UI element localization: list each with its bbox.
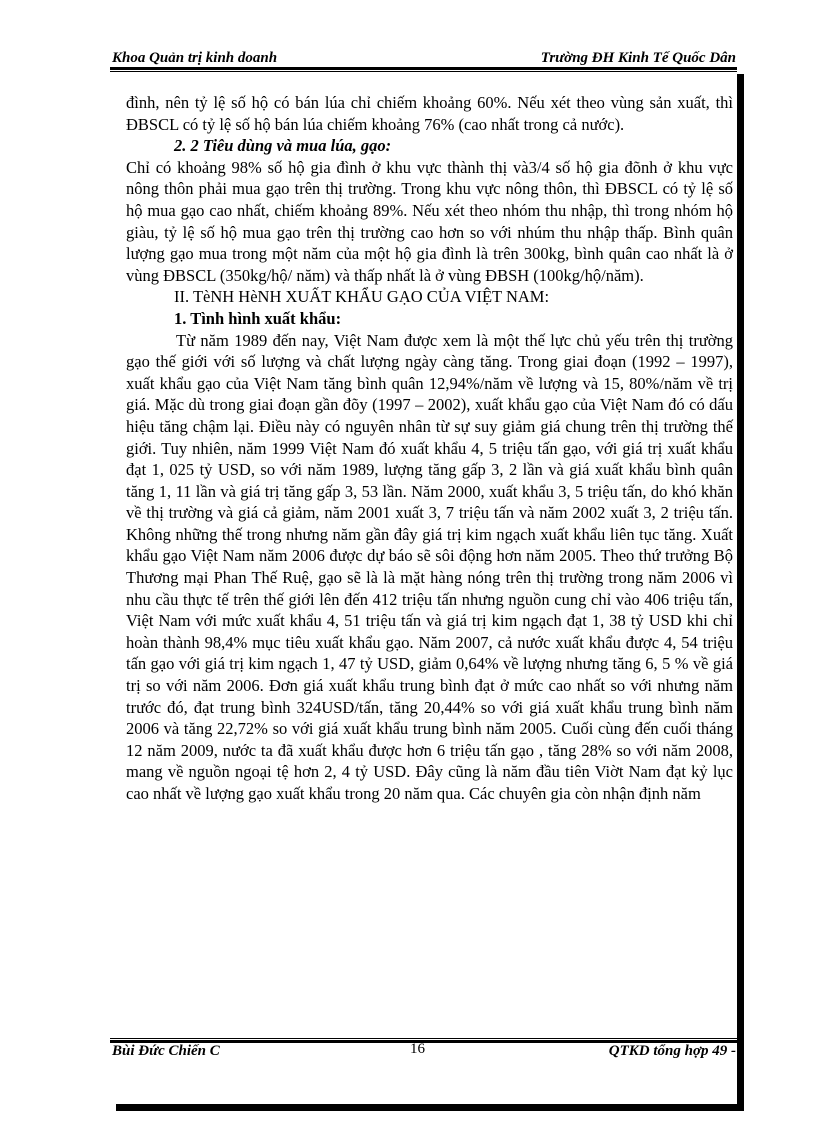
footer-author: Bùi Đức Chiến C bbox=[112, 1043, 220, 1059]
page-shadow-bottom bbox=[116, 1104, 744, 1111]
footer-rule-thin bbox=[110, 1038, 737, 1039]
heading-section-II: II. TèNH HèNH XUẤT KHẨU GẠO CỦA VIỆT NAM: bbox=[174, 287, 550, 307]
heading-export-situation: 1. Tình hình xuất khẩu: bbox=[174, 308, 342, 328]
footer-class: QTKD tổng hợp 49 - bbox=[608, 1043, 736, 1059]
paragraph-export: Từ năm 1989 đến nay, Việt Nam được xem là một thế lực chủ yếu trên thị trường gạo thế giới với số lượng và chất lượng ngày càng tăng. Trong giai đoạn (1992 – 1997), xuất khẩu gạo của Việt Nam tăng bình quân 12,94%/năm về lượng và 15, 80%/năm về trị giá. Mặc dù trong giai đoạn gần đõy (1997 – 2002), xuất khẩu gạo của Việt Nam đó có dấu hiệu tăng chậm lại. Điều này có nguyên nhân từ sự suy giảm giá chung trên thị trường thế giới. Tuy nhiên, năm 1999 Việt Nam đó xuất khẩu 4, 5 triệu tấn gạo, với giá trị xuất khẩu đạt 1, 025 tỷ USD, so với năm 1989, lượng tăng gấp 3, 2 lần và giá xuất khẩu bình quân tăng 1, 11 lần và giá trị tăng gấp 3, 53 lần. Năm 2000, xuất khẩu 3, 5 triệu tấn, do khó khăn về thị trường và giá cả giảm, năm 2001 xuất 3, 7 triệu tấn và năm 2002 xuất 3, 2 triệu tấn. Không những thế trong nhưng năm gần đây giá trị kim ngạch xuất khẩu liên tục tăng. Xuất khẩu gạo Việt Nam năm 2006 được dự báo sẽ sôi động hơn năm 2005. Theo thứ trưởng Bộ Thương mại Phan Thế Ruệ, gạo sẽ là là mặt hàng nóng trên thị trường trong năm 2006 vì nhu cầu thực tế trên thế giới lên đến 412 triệu tấn nhưng nguồn cung chỉ vào 406 triệu tấn, Việt Nam với mức xuất khẩu 4, 51 triệu tấn và giá trị kim ngạch đạt 1, 38 tỷ USD khi chỉ hoàn thành 98,4% mục tiêu xuất khẩu gạo. Năm 2007, cả nước xuất khẩu được 4, 54 triệu tấn gạo với giá trị kim ngạch 1, 47 tỷ USD, giảm 0,64% về lượng nhưng tăng 6, 5 % về giá trị so với năm 2006. Đơn giá xuất khẩu trung bình đạt ở mức cao nhất so với nhưng năm trước đó, đạt trung bình 324USD/tấn, tăng 20,44% so với giá xuất khẩu trung bình năm 2006 và tăng 22,72% so với giá xuất khẩu trung bình năm 2005. Cuối cùng đến cuối tháng 12 năm 2009, nước ta đã xuất khẩu được hơn 6 triệu tấn gạo , tăng 28% so với năm 2008, mang về nguồn ngoại tệ hơn 2, 4 tỷ USD. Đây cũng là năm đầu tiên Viờt Nam đạt kỷ lục cao nhất về lượng gạo xuất khẩu trong 20 năm qua. Các chuyên gia còn nhận định năm bbox=[126, 330, 733, 803]
paragraph-consumption: Chỉ có khoảng 98% số hộ gia đình ở khu vực thành thị và3/4 số hộ gia đõnh ở khu vực nông thôn phải mua gạo trên thị trường. Trong khu vực nông thôn, thì ĐBSCL có tỷ lệ số hộ mua gạo cao nhất, chiếm khoảng 89%. Nếu xét theo nhóm thu nhập, thì trong nhóm hộ giàu, tỷ lệ số hộ mua gạo trên thị trường cao hơn so với nhúm thu nhập thấp. Bình quân lượng gạo mua trong một năm của một hộ gia đình là trên 300kg, bình quân cao nhất là ở vùng ĐBSCL (350kg/hộ/ năm) và thấp nhất là ở vùng ĐBSH (100kg/hộ/năm). bbox=[126, 157, 733, 285]
header-rule-thin bbox=[110, 71, 737, 72]
header-rule-thick bbox=[110, 67, 737, 70]
header-university: Trường ĐH Kinh Tế Quốc Dân bbox=[540, 50, 736, 66]
heading-consumption: 2. 2 Tiêu dùng và mua lúa, gạo: bbox=[174, 136, 392, 156]
paragraph-intro: đình, nên tỷ lệ số hộ có bán lúa chỉ chiếm khoảng 60%. Nếu xét theo vùng sản xuất, thì ĐBSCL có tỷ lệ số hộ bán lúa chiếm khoảng 76% (cao nhất trong cả nước). bbox=[126, 93, 733, 134]
page-shadow-right bbox=[737, 74, 744, 1106]
header-faculty: Khoa Quản trị kinh doanh bbox=[112, 50, 278, 66]
page-body bbox=[126, 92, 733, 805]
page-number: 16 bbox=[410, 1041, 425, 1057]
